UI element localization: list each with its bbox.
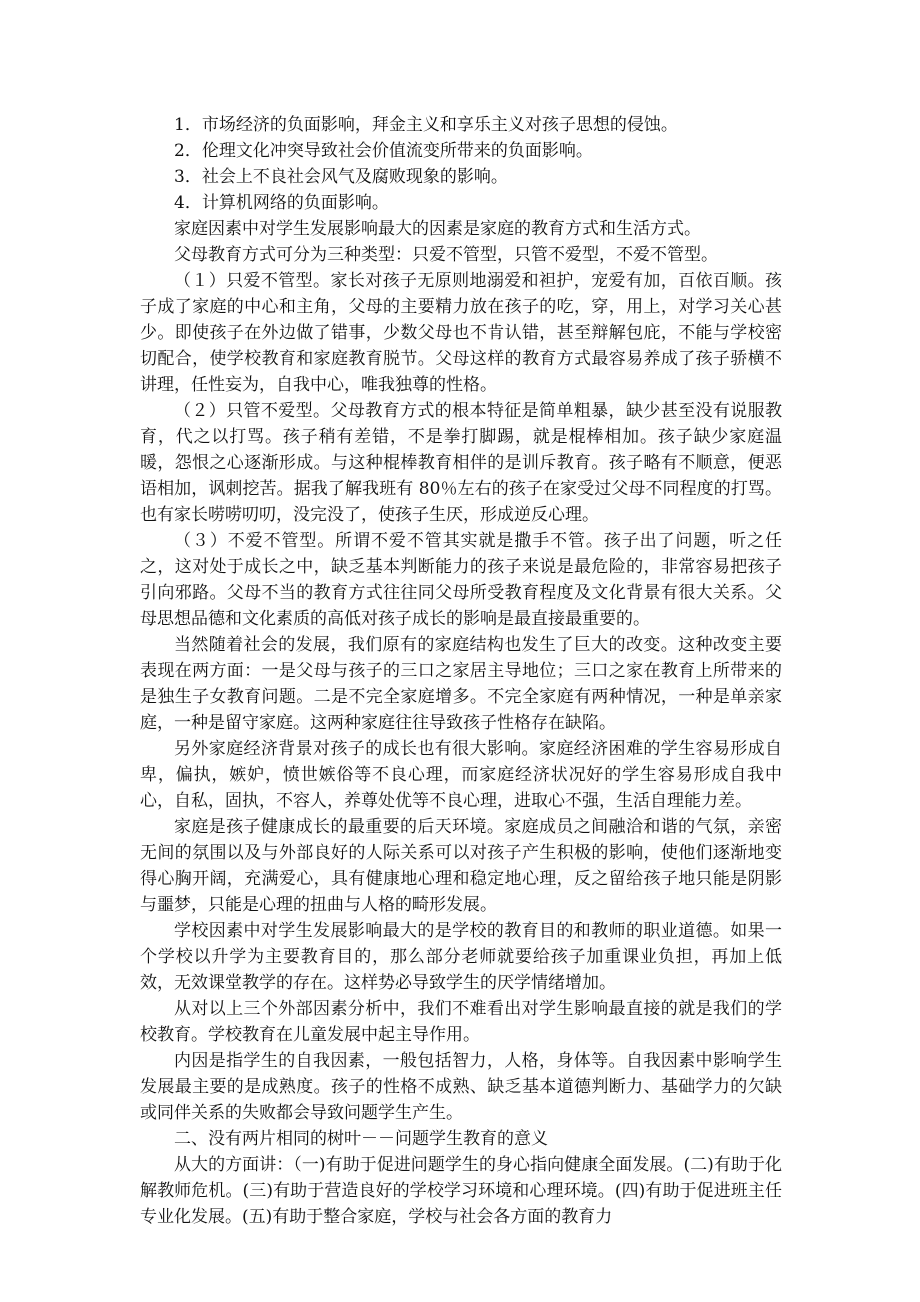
paragraph-type-2: （２）只管不爱型。父母教育方式的根本特征是简单粗暴，缺少甚至没有说服教育，代之以打骂。孩子稍有差错，不是拳打脚踢，就是棍棒相加。孩子缺少家庭温暖，怨恨之心逐渐形成。与这种棍棒教育相伴的是训斥教育。孩子略有不顺意，便恶语相加，讽刺挖苦。据我了解我班有 80％左右的孩子在家受过父母不同程度的打骂。也有家长唠唠叨叨，没完没了，使孩子生厌，形成逆反心理。 <box>140 401 782 525</box>
paragraph-type-3: （３）不爱不管型。所谓不爱不管其实就是撒手不管。孩子出了问题，听之任之，这对处于成长之中，缺乏基本判断能力的孩子来说是最危险的，非常容易把孩子引向邪路。父母不当的教育方式往往同父母所受教育程度及文化背景有很大关系。父母思想品德和文化素质的高低对孩子成长的影响是最直接最重要的。 <box>140 531 782 629</box>
paragraph-parenting-types: 父母教育方式可分为三种类型：只爱不管型，只管不爱型，不爱不管型。 <box>174 245 718 265</box>
paragraph-family-environment: 家庭是孩子健康成长的最重要的后天环境。家庭成员之间融洽和谐的气氛，亲密无间的氛围以及与外部良好的人际关系可以对孩子产生积极的影响，使他们逐渐地变得心胸开阔，充满爱心，具有健康地心理和稳定地心理，反之留给孩子地只能是阴影与噩梦，只能是心理的扭曲与人格的畸形发展。 <box>140 817 782 915</box>
section-heading-2: 二、没有两片相同的树叶－－问题学生教育的意义 <box>174 1129 548 1149</box>
paragraph-internal-factor: 内因是指学生的自我因素，一般包括智力，人格，身体等。自我因素中影响学生发展最主要的是成熟度。孩子的性格不成熟、缺乏基本道德判断力、基础学力的欠缺或同伴关系的失败都会导致问题学生产生。 <box>140 1051 782 1123</box>
list-item-4: 4．计算机网络的负面影响。 <box>174 193 389 213</box>
paragraph-economic-background: 另外家庭经济背景对孩子的成长也有很大影响。家庭经济困难的学生容易形成自卑，偏执，嫉妒，愤世嫉俗等不良心理，而家庭经济状况好的学生容易形成自我中心，自私，固执，不容人，养尊处优等不良心理，进取心不强，生活自理能力差。 <box>140 739 782 811</box>
paragraph-school-factor: 学校因素中对学生发展影响最大的是学校的教育目的和教师的职业道德。如果一个学校以升学为主要教育目的，那么部分老师就要给孩子加重课业负担，再加上低效，无效课堂教学的存在。这样势必导致学生的厌学情绪增加。 <box>140 921 782 993</box>
paragraph-family-factor: 家庭因素中对学生发展影响最大的因素是家庭的教育方式和生活方式。 <box>174 219 701 239</box>
list-item-2: 2．伦理文化冲突导致社会价值流变所带来的负面影响。 <box>174 141 593 161</box>
list-item-3: 3．社会上不良社会风气及腐败现象的影响。 <box>174 167 508 187</box>
document-page <box>140 112 782 1230</box>
paragraph-significance: 从大的方面讲：（一)有助于促进问题学生的身心指向健康全面发展。(二)有助于化解教师危机。(三)有助于营造良好的学校学习环境和心理环境。(四)有助于促进班主任专业化发展。(五)有助于整合家庭，学校与社会各方面的教育力 <box>140 1155 782 1227</box>
list-item-1: 1．市场经济的负面影响，拜金主义和享乐主义对孩子思想的侵蚀。 <box>174 115 678 135</box>
paragraph-type-1: （１）只爱不管型。家长对孩子无原则地溺爱和袒护，宠爱有加，百依百顺。孩子成了家庭的中心和主角，父母的主要精力放在孩子的吃，穿，用上，对学习关心甚少。即使孩子在外边做了错事，少数父母也不肯认错，甚至辩解包庇，不能与学校密切配合，使学校教育和家庭教育脱节。父母这样的教育方式最容易养成了孩子骄横不讲理，任性妄为，自我中心，唯我独尊的性格。 <box>140 271 782 395</box>
paragraph-family-structure: 当然随着社会的发展，我们原有的家庭结构也发生了巨大的改变。这种改变主要表现在两方面：一是父母与孩子的三口之家居主导地位；三口之家在教育上所带来的是独生子女教育问题。二是不完全家庭增多。不完全家庭有两种情况，一种是单亲家庭，一种是留守家庭。这两种家庭往往导致孩子性格存在缺陷。 <box>140 635 782 733</box>
paragraph-school-education: 从对以上三个外部因素分析中，我们不难看出对学生影响最直接的就是我们的学校教育。学校教育在儿童发展中起主导作用。 <box>140 999 782 1045</box>
